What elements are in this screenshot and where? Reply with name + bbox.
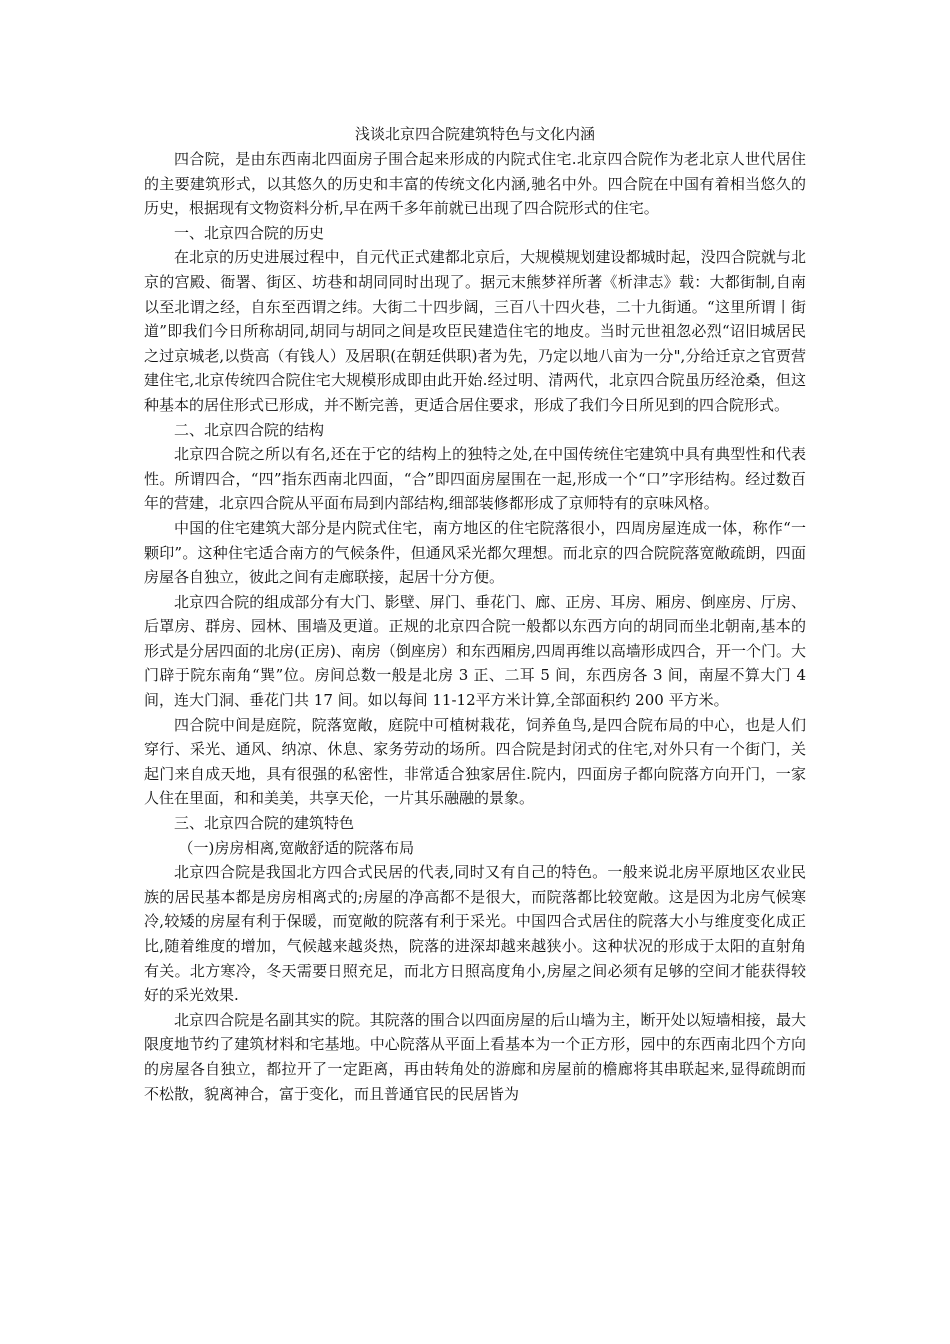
section-heading-features: 三、北京四合院的建筑特色 bbox=[174, 814, 355, 833]
document-title: 浅谈北京四合院建筑特色与文化内涵 bbox=[354, 125, 595, 143]
section-heading-structure: 二、北京四合院的结构 bbox=[174, 420, 325, 439]
intro-paragraph: 四合院，是由东西南北四面房子围合起来形成的内院式住宅.北京四合院作为老北京人世代居住的主要建筑形式，以其悠久的历史和丰富的传统文化内涵,驰名中外。四合院在中国有着相当悠久的历史，根据现有文物资料分析,早在两千多年前就已出现了四合院形式的住宅。 bbox=[144, 150, 806, 218]
structure-paragraph-4: 四合院中间是庭院，院落宽敞，庭院中可植树栽花，饲养鱼鸟,是四合院布局的中心，也是人们穿行、采光、通风、纳凉、休息、家务劳动的场所。四合院是封闭式的住宅,对外只有一个街门，关起门来自成天地，具有很强的私密性，非常适合独家居住.院内，四面房子都向院落方向开门，一家人住在里面，和和美美，共享天伦，一片其乐融融的景象。 bbox=[144, 715, 806, 808]
features-paragraph-1: 北京四合院是我国北方四合式民居的代表,同时又有自己的特色。一般来说北房平原地区农业民族的居民基本都是房房相离式的;房屋的净高都不是很大，而院落都比较宽敞。这是因为北房气候寒冷,较矮的房屋有利于保暖，而宽敞的院落有利于采光。中国四合式居住的院落大小与维度变化成正比,随着维度的增加，气候越来越炎热，院落的进深却越来越狭小。这种状况的形成于太阳的直射角有关。北方寒冷，冬天需要日照充足，而北方日照高度角小,房屋之间必须有足够的空间才能获得较好的采光效果. bbox=[144, 863, 806, 1005]
document-page bbox=[144, 122, 806, 1106]
history-paragraph: 在北京的历史进展过程中，自元代正式建都北京后，大规模规划建设都城时起，没四合院就与北京的宫殿、衙署、街区、坊巷和胡同同时出现了。据元末熊梦祥所著《析津志》载：大都街制,自南以至北谓之经，自东至西谓之纬。大街二十四步阔，三百八十四火巷，二十九街通。“这里所谓丨街道”即我们今日所称胡同,胡同与胡同之间是攻臣民建造住宅的地皮。当时元世祖忽必烈“诏旧城居民之过京城老,以赀高（有钱人）及居职(在朝廷供职)者为先，乃定以地八亩为一分",分给迁京之官贾营建住宅,北京传统四合院住宅大规模形成即由此开始.经过明、清两代，北京四合院虽历经沧桑，但这种基本的居住形式已形成，并不断完善，更适合居住要求，形成了我们今日所见到的四合院形式。 bbox=[144, 248, 806, 414]
features-paragraph-2: 北京四合院是名副其实的院。其院落的围合以四面房屋的后山墙为主，断开处以短墙相接，最大限度地节约了建筑材料和宅基地。中心院落从平面上看基本为一个正方形，园中的东西南北四个方向的房屋各自独立，都拉开了一定距离，再由转角处的游廊和房屋前的檐廊将其串联起来,显得疏朗而不松散，貌离神合，富于变化，而且普通官民的民居皆为 bbox=[144, 1010, 806, 1103]
structure-paragraph-1: 北京四合院之所以有名,还在于它的结构上的独特之处,在中国传统住宅建筑中具有典型性和代表性。所谓四合，“四”指东西南北四面，“合”即四面房屋围在一起,形成一个“口”字形结构。经过数百年的营建，北京四合院从平面布局到内部结构,细部装修都形成了京师特有的京味风格。 bbox=[144, 445, 806, 513]
structure-paragraph-2: 中国的住宅建筑大部分是内院式住宅，南方地区的住宅院落很小，四周房屋连成一体，称作“一颗印”。这种住宅适合南方的气候条件，但通风采光都欠理想。而北京的四合院院落宽敞疏朗，四面房屋各自独立，彼此之间有走廊联接，起居十分方便。 bbox=[144, 518, 806, 587]
section-heading-history: 一、北京四合院的历史 bbox=[174, 223, 325, 242]
structure-paragraph-3: 北京四合院的组成部分有大门、影壁、屏门、垂花门、廊、正房、耳房、厢房、倒座房、厅房、后罩房、群房、园林、围墙及更道。正规的北京四合院一般都以东西方向的胡同而坐北朝南,基本的形式是分居四面的北房(正房)、南房（倒座房）和东西厢房,四周再维以高墙形成四合，开一个门。大门辟于院东南角“巽”位。房间总数一般是北房 3 正、二耳 5 间，东西房各 3 间，南屋不算大门 4 间，连大门洞、垂花门共 17 间。如以每间 11-12平方米计算,全部面积约 200 平方米。 bbox=[144, 592, 806, 710]
subsection-heading-layout: （一)房房相离,宽敞舒适的院落布局 bbox=[178, 838, 415, 857]
